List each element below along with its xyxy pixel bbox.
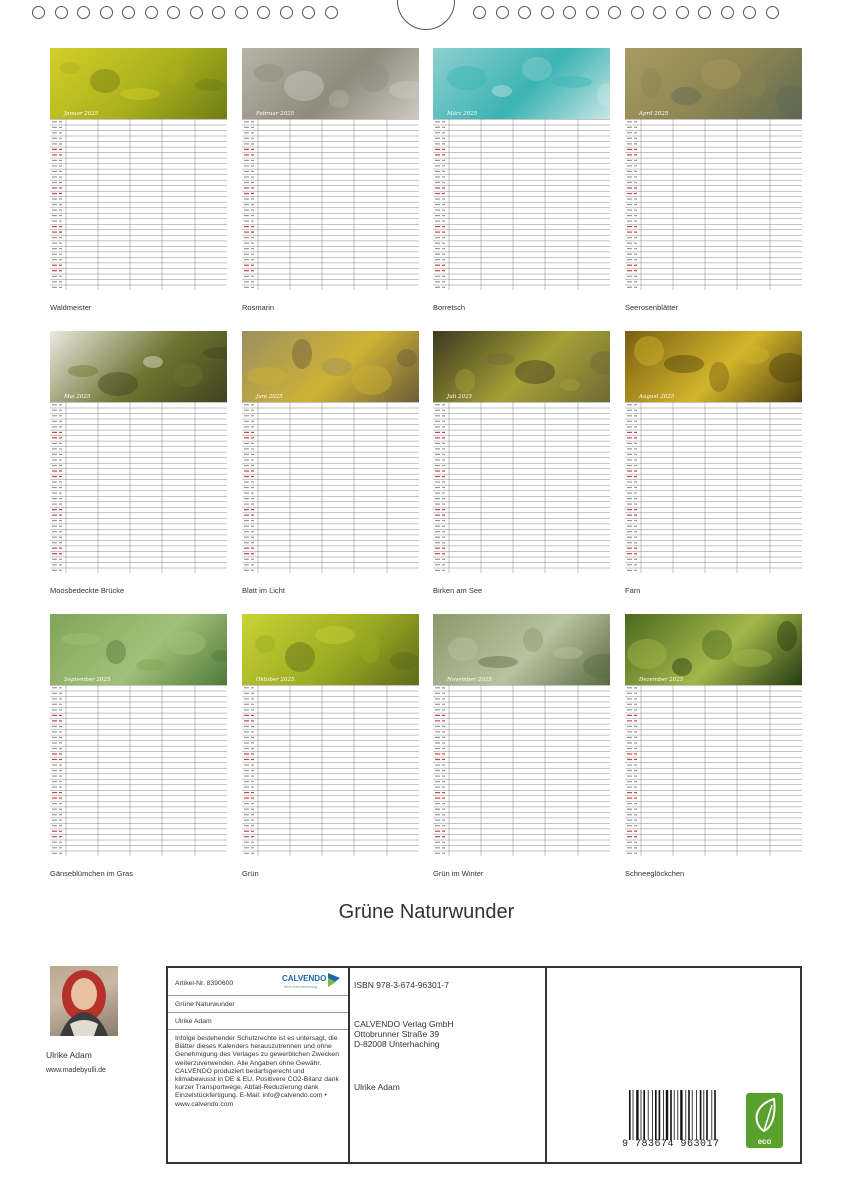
binding-ring xyxy=(235,6,248,19)
publisher-info-box xyxy=(166,966,802,1164)
binding-ring xyxy=(190,6,203,19)
month-label: Februar 2025 xyxy=(256,111,295,117)
month-page xyxy=(625,331,802,573)
publisher-city: D-82008 Unterhaching xyxy=(354,1039,440,1049)
month-label: Mai 2025 xyxy=(64,394,91,400)
month-caption: Birken am See xyxy=(433,586,483,595)
month-photo xyxy=(625,48,802,119)
month-caption: Farn xyxy=(625,586,641,595)
binding-ring xyxy=(653,6,666,19)
month-label: Juli 2025 xyxy=(447,394,473,400)
binding-ring xyxy=(541,6,554,19)
month-page xyxy=(50,48,227,290)
month-label: Januar 2025 xyxy=(64,111,99,117)
binding-ring xyxy=(586,6,599,19)
binding-ring xyxy=(257,6,270,19)
month-caption: Schneeglöckchen xyxy=(625,869,685,878)
eco-badge: eco xyxy=(746,1093,783,1148)
planner-grid xyxy=(625,119,802,290)
month-caption: Grün im Winter xyxy=(433,869,484,878)
month-photo xyxy=(433,331,610,402)
binding-rings-right xyxy=(473,6,779,19)
planner-grid xyxy=(433,402,610,573)
binding-ring xyxy=(676,6,689,19)
barcode xyxy=(627,1090,719,1142)
month-page xyxy=(433,331,610,573)
month-photo xyxy=(50,48,227,119)
month-photo xyxy=(433,614,610,685)
month-caption: Rosmarin xyxy=(242,303,275,312)
month-label: März 2025 xyxy=(447,111,478,117)
month-photo xyxy=(625,614,802,685)
month-photo xyxy=(50,614,227,685)
publisher-name: CALVENDO Verlag GmbH xyxy=(354,1019,454,1029)
barcode-number: 9 783674 963017 xyxy=(622,1139,720,1150)
month-label: August 2025 xyxy=(639,394,675,400)
month-photo xyxy=(242,331,419,402)
month-page xyxy=(625,614,802,856)
month-photo xyxy=(625,331,802,402)
calendar-title-small: Grüne Naturwunder xyxy=(175,1001,235,1008)
binding-ring xyxy=(122,6,135,19)
publisher-author: Ulrike Adam xyxy=(354,1082,400,1092)
author-website[interactable]: www.madebyulli.de xyxy=(46,1067,106,1074)
planner-grid xyxy=(50,402,227,573)
article-number: Artikel-Nr. 8390600 xyxy=(175,980,234,987)
month-photo xyxy=(242,48,419,119)
month-page xyxy=(50,331,227,573)
month-page xyxy=(625,48,802,290)
month-caption: Blatt im Licht xyxy=(242,586,285,595)
month-page xyxy=(50,614,227,856)
planner-grid xyxy=(625,685,802,856)
binding-ring xyxy=(518,6,531,19)
planner-grid xyxy=(50,119,227,290)
leaf-icon xyxy=(746,1093,783,1135)
month-caption: Gänseblümchen im Gras xyxy=(50,869,133,878)
planner-grid xyxy=(433,685,610,856)
month-photo xyxy=(242,614,419,685)
calendar-title: Grüne Naturwunder xyxy=(338,901,515,923)
month-caption: Grün xyxy=(242,869,259,878)
calendar-hanger xyxy=(397,0,455,30)
binding-ring xyxy=(563,6,576,19)
month-page xyxy=(433,48,610,290)
month-page xyxy=(433,614,610,856)
binding-ring xyxy=(302,6,315,19)
binding-ring xyxy=(766,6,779,19)
binding-ring xyxy=(100,6,113,19)
binding-ring xyxy=(325,6,338,19)
month-caption: Seerosenblätter xyxy=(625,303,678,312)
calvendo-logo: CALVENDO Mein Kalenderverlag xyxy=(282,973,340,993)
planner-grid xyxy=(242,402,419,573)
binding-ring xyxy=(473,6,486,19)
month-page xyxy=(242,331,419,573)
author-name: Ulrike Adam xyxy=(46,1050,92,1060)
isbn: ISBN 978-3-674-96301-7 xyxy=(354,980,449,990)
binding-rings-left xyxy=(32,6,338,19)
binding-ring xyxy=(743,6,756,19)
legal-text: Infolge bestehender Schutzrechte ist es untersagt, die Blätter dieses Kalenders herauszutrennen und ohne Genehmigung des Verlages zu gewerblichen Zwecken weiterzuverwenden. Alle Angaben ohne Gewähr. CALVENDO produziert bedarfsgerecht und klimabewusst in DE & EU. Positivere CO2-Bilanz dank kurzer Transportwege. Abfall-Reduzierung dank Einzelstückfertigung. E-Mail: info@calvendo.com • www.calvendo.com xyxy=(175,1035,339,1108)
month-caption: Waldmeister xyxy=(50,303,92,312)
binding-ring xyxy=(608,6,621,19)
month-label: September 2025 xyxy=(64,677,111,683)
binding-ring xyxy=(145,6,158,19)
month-caption: Moosbedeckte Brücke xyxy=(50,586,125,595)
binding-ring xyxy=(698,6,711,19)
binding-ring xyxy=(496,6,509,19)
author-photo xyxy=(50,966,118,1036)
month-label: Juni 2025 xyxy=(256,394,283,400)
planner-grid xyxy=(242,119,419,290)
binding-ring xyxy=(77,6,90,19)
binding-ring xyxy=(55,6,68,19)
calendar-author-small: Ulrike Adam xyxy=(175,1018,212,1025)
binding-ring xyxy=(721,6,734,19)
month-page xyxy=(242,614,419,856)
month-page xyxy=(242,48,419,290)
planner-grid xyxy=(625,402,802,573)
binding-ring xyxy=(280,6,293,19)
month-label: April 2025 xyxy=(639,111,669,117)
planner-grid xyxy=(50,685,227,856)
binding-ring xyxy=(212,6,225,19)
binding-ring xyxy=(167,6,180,19)
month-photo xyxy=(433,48,610,119)
month-label: Oktober 2025 xyxy=(256,677,295,683)
binding-ring xyxy=(32,6,45,19)
month-caption: Borretsch xyxy=(433,303,466,312)
publisher-street: Ottobrunner Straße 39 xyxy=(354,1029,440,1039)
month-label: Dezember 2025 xyxy=(639,677,684,683)
planner-grid xyxy=(433,119,610,290)
planner-grid xyxy=(242,685,419,856)
month-label: November 2025 xyxy=(447,677,492,683)
month-photo xyxy=(50,331,227,402)
binding-ring xyxy=(631,6,644,19)
